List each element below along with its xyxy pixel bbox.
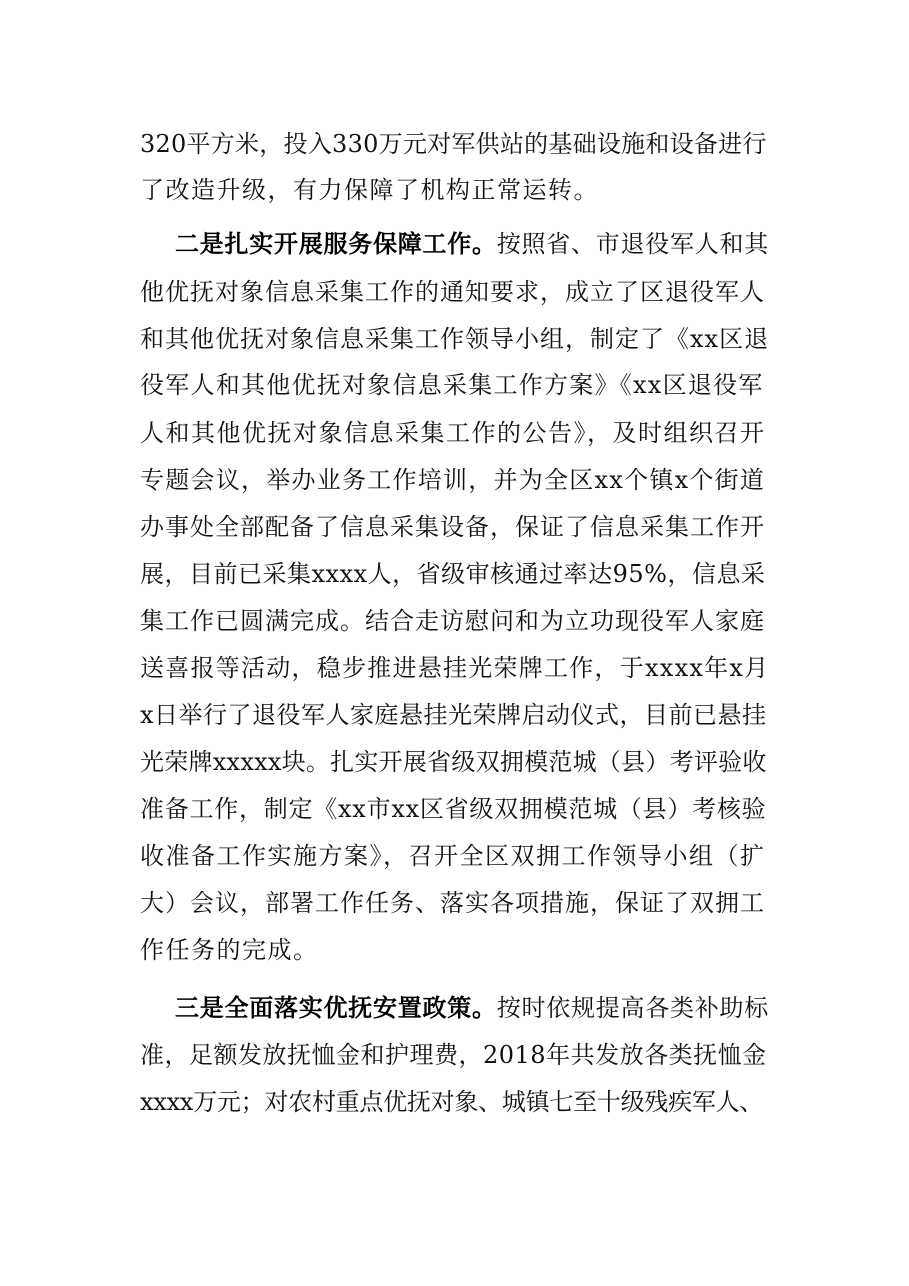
text-line — [140, 369, 764, 401]
line-text: 320平方米，投入330万元对军供站的基础设施和设备进行 — [140, 130, 767, 158]
line-text: 按时依规提高各类补助标 — [496, 994, 769, 1022]
line-text: 送喜报等活动，稳步推进悬挂光荣牌工作，于xxxx年x月 — [140, 654, 770, 682]
text-line — [140, 840, 766, 872]
text-line — [140, 558, 765, 590]
text-line — [140, 511, 765, 543]
line-text: 光荣牌xxxxx块。扎实开展省级双拥模范城（县）考评验收 — [140, 748, 767, 776]
line-text: 收准备工作实施方案》，召开全区双拥工作领导小组（扩 — [140, 842, 766, 870]
line-text: 了改造升级，有力保障了机构正常运转。 — [140, 176, 599, 204]
line-text: 准，足额发放抚恤金和护理费，2018年共发放各类抚恤金 — [140, 1041, 767, 1069]
line-text: 准备工作，制定《xx市xx区省级双拥模范城（县）考核验 — [140, 795, 767, 823]
text-line — [140, 276, 765, 308]
paragraph-lead-heading: 二是扎实开展服务保障工作。 — [175, 230, 497, 258]
text-line — [140, 417, 766, 449]
line-text: 集工作已圆满完成。结合走访慰问和为立功现役军人家庭 — [140, 607, 765, 635]
text-line — [140, 652, 769, 684]
text-line — [140, 1039, 767, 1071]
line-text: 作任务的完成。 — [140, 936, 319, 964]
text-line — [175, 992, 769, 1024]
text-line — [140, 887, 765, 919]
line-text: xxxx万元；对农村重点优抚对象、城镇七至十级残疾军人、 — [140, 1088, 764, 1116]
line-text: 办事处全部配备了信息采集设备，保证了信息采集工作开 — [140, 513, 765, 541]
line-text: 和其他优抚对象信息采集工作领导小组，制定了《xx区退 — [140, 325, 770, 353]
line-text: 按照省、市退役军人和其 — [496, 230, 769, 258]
text-line — [140, 1086, 763, 1118]
paragraph-lead-heading: 三是全面落实优抚安置政策。 — [175, 994, 497, 1022]
line-text: 专题会议，举办业务工作培训，并为全区xx个镇x个街道 — [140, 466, 766, 494]
line-text: 展，目前已采集xxxx人，省级审核通过率达95%，信息采 — [140, 560, 766, 588]
line-text: 大）会议，部署工作任务、落实各项措施，保证了双拥工 — [140, 889, 765, 917]
text-line — [140, 464, 765, 496]
line-text: x日举行了退役军人家庭悬挂光荣牌启动仪式，目前已悬挂 — [140, 701, 767, 729]
line-text: 人和其他优抚对象信息采集工作的公告》，及时组织召开 — [140, 419, 766, 447]
text-line — [140, 699, 767, 731]
text-line — [140, 793, 766, 825]
text-line — [140, 174, 599, 206]
text-line — [140, 323, 769, 355]
text-line — [140, 128, 767, 160]
text-line — [175, 228, 769, 260]
text-line — [140, 746, 767, 778]
text-line — [140, 934, 319, 966]
line-text: 役军人和其他优抚对象信息采集工作方案》《xx区退役军 — [140, 371, 764, 399]
text-line — [140, 605, 765, 637]
line-text: 他优抚对象信息采集工作的通知要求，成立了区退役军人 — [140, 278, 765, 306]
